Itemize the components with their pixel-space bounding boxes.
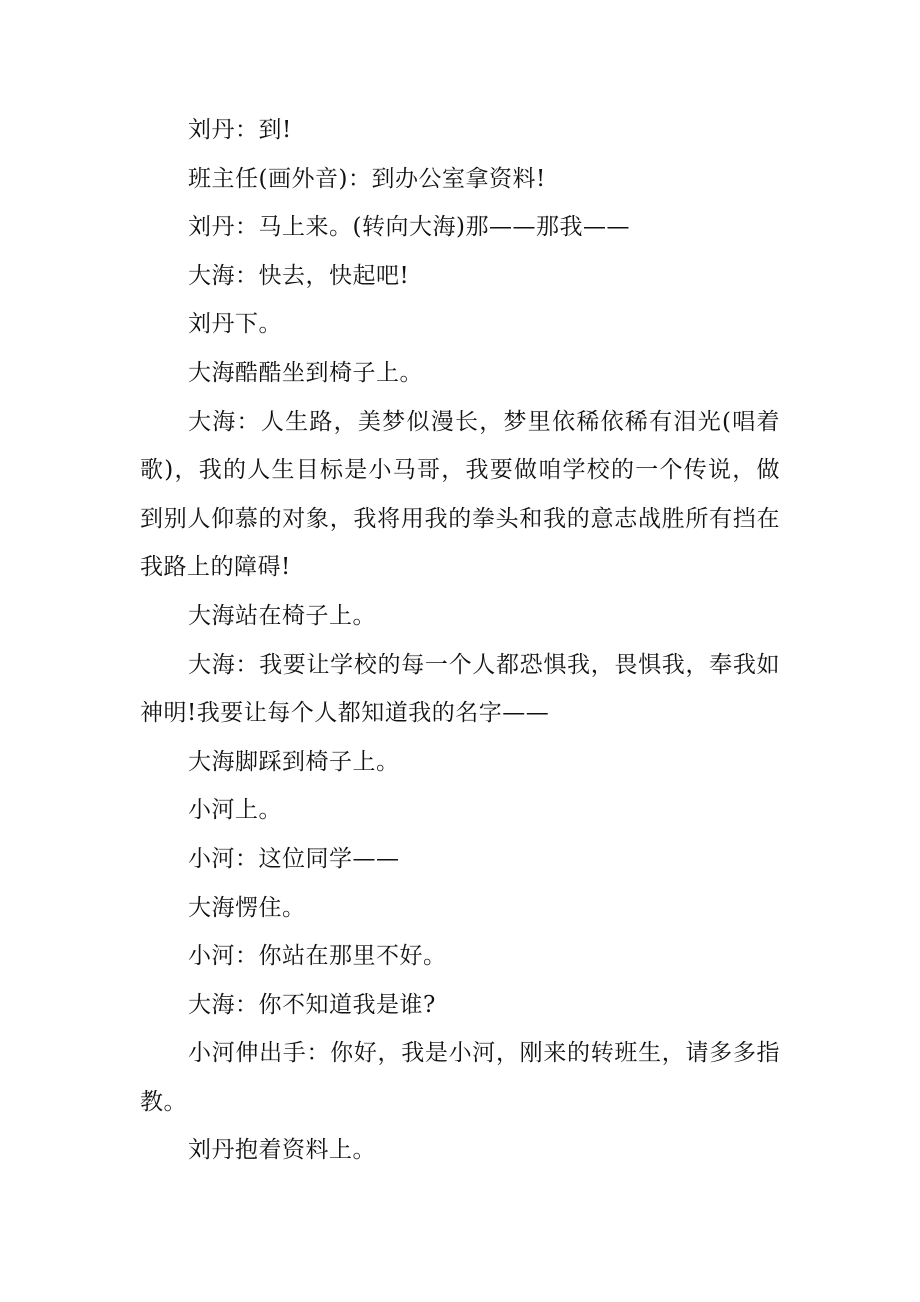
stage-direction-dahai-steps: 大海脚踩到椅子上。	[188, 748, 400, 775]
stage-direction-dahai-stands: 大海站在椅子上。	[188, 602, 376, 629]
script-line-dahai-go: 大海：快去，快起吧!	[188, 262, 410, 289]
stage-direction-dahai-sits: 大海酷酷坐到椅子上。	[188, 359, 423, 386]
document-page	[140, 106, 780, 1175]
stage-direction-dahai-stunned: 大海愣住。	[188, 894, 306, 921]
script-line-dahai-monologue: 大海：人生路，美梦似漫长，梦里依稀依稀有泪光(唱着歌)，我的人生目标是小马哥，我要做咱学校的一个传说，做到别人仰慕的对象，我将用我的拳头和我的意志战胜所有挡在我路上的障碍!	[140, 408, 780, 581]
script-line-liudan-arrive: 刘丹：到!	[188, 117, 292, 143]
script-line-dahai-question: 大海：你不知道我是谁?	[188, 991, 436, 1018]
script-line-xiaohe-intro: 小河伸出手：你好，我是小河，刚来的转班生，请多多指教。	[140, 1040, 780, 1115]
stage-direction-liudan-exit: 刘丹下。	[188, 311, 282, 338]
script-line-dahai-declaration: 大海：我要让学校的每一个人都恐惧我，畏惧我，奉我如神明!我要让每个人都知道我的名字——	[140, 651, 780, 727]
script-line-xiaohe-greeting: 小河：这位同学——	[188, 845, 400, 872]
script-line-xiaohe-warning: 小河：你站在那里不好。	[188, 943, 447, 970]
script-line-teacher-voiceover: 班主任(画外音)：到办公室拿资料!	[188, 165, 546, 192]
script-line-liudan-coming: 刘丹：马上来。(转向大海)那——那我——	[188, 214, 630, 241]
stage-direction-xiaohe-enters: 小河上。	[188, 797, 282, 824]
stage-direction-liudan-returns: 刘丹抱着资料上。	[188, 1137, 376, 1164]
